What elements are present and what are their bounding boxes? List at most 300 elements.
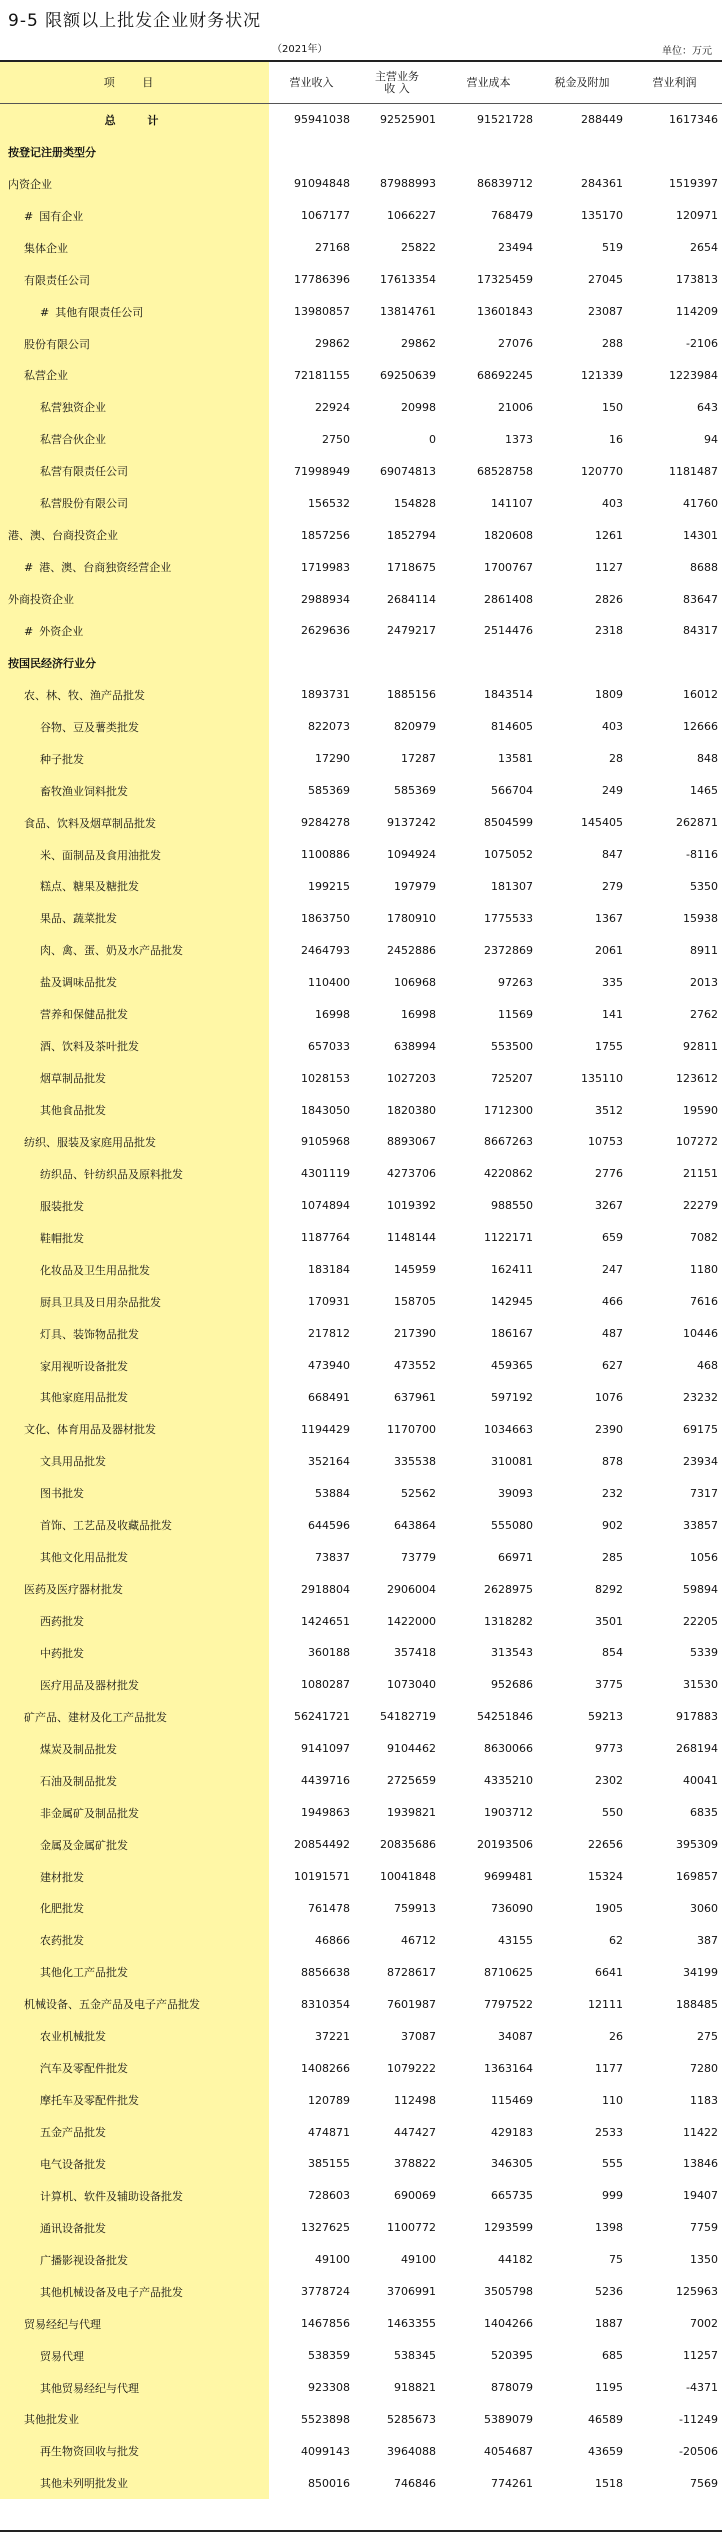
table-row xyxy=(0,1701,722,1733)
row-label-wrap xyxy=(97,112,173,128)
cell-revenue: 170931 xyxy=(308,1295,350,1309)
cell-profit: 188485 xyxy=(676,1997,718,2011)
cell-cost: 8667263 xyxy=(484,1135,533,1149)
cell-profit: 13846 xyxy=(683,2157,718,2171)
cell-revenue: 49100 xyxy=(315,2253,350,2267)
cell-tax: 141 xyxy=(602,1007,623,1021)
row-label: 煤炭及制品批发 xyxy=(40,1742,117,1756)
cell-main-revenue: 112498 xyxy=(394,2093,436,2107)
cell-profit: 1181487 xyxy=(669,464,718,478)
cell-revenue: 474871 xyxy=(308,2125,350,2139)
row-label-wrap xyxy=(0,1773,117,1789)
row-label-wrap xyxy=(0,527,118,543)
table-row xyxy=(0,1158,722,1190)
row-label: 其他家庭用品批发 xyxy=(40,1391,128,1405)
cell-main-revenue: 1422000 xyxy=(387,1614,436,1628)
cell-profit: 7616 xyxy=(690,1295,718,1309)
cell-profit: 22205 xyxy=(683,1614,718,1628)
cell-revenue: 2988934 xyxy=(301,592,350,606)
row-label-wrap xyxy=(0,591,74,607)
row-label: 港、澳、台商独资经营企业 xyxy=(39,561,172,575)
row-label: 再生物资回收与批发 xyxy=(40,2445,139,2459)
cell-revenue: 13980857 xyxy=(294,305,350,319)
cell-revenue: 923308 xyxy=(308,2381,350,2395)
cell-profit: 34199 xyxy=(683,1965,718,1979)
row-label-cell xyxy=(0,1733,269,1765)
row-label-wrap xyxy=(0,2475,128,2491)
cell-revenue: 2464793 xyxy=(301,943,350,957)
cell-cost: 952686 xyxy=(491,1678,533,1692)
cell-profit: 7317 xyxy=(690,1486,718,1500)
cell-tax: 247 xyxy=(602,1263,623,1277)
row-label-wrap xyxy=(0,559,171,575)
table-row xyxy=(0,1956,722,1988)
cell-cost: 310081 xyxy=(491,1454,533,1468)
cell-profit: 40041 xyxy=(683,1774,718,1788)
cell-tax: 26 xyxy=(609,2029,623,2043)
table-row xyxy=(0,679,722,711)
row-label-wrap xyxy=(0,208,83,224)
cell-main-revenue: 69074813 xyxy=(380,464,436,478)
cell-profit: 917883 xyxy=(676,1710,718,1724)
row-label: 通讯设备批发 xyxy=(40,2221,106,2235)
cell-main-revenue: 2452886 xyxy=(387,943,436,957)
row-label-wrap xyxy=(0,399,106,415)
cell-tax: 1887 xyxy=(595,2317,623,2331)
table-row xyxy=(0,1637,722,1669)
cell-profit: 7759 xyxy=(690,2221,718,2235)
cell-cost: 1373 xyxy=(505,432,533,446)
cell-main-revenue: 10041848 xyxy=(380,1870,436,1884)
row-label-cell xyxy=(0,1190,269,1222)
cell-main-revenue: 92525901 xyxy=(380,113,436,127)
cell-tax: 1261 xyxy=(595,528,623,542)
cell-revenue: 1467856 xyxy=(301,2317,350,2331)
cell-tax: 288449 xyxy=(581,113,623,127)
cell-tax: 75 xyxy=(609,2253,623,2267)
row-label: 外商投资企业 xyxy=(8,593,74,607)
cell-tax: 120770 xyxy=(581,464,623,478)
row-label-wrap xyxy=(0,1613,84,1629)
row-label-wrap xyxy=(0,751,84,767)
row-label: 图书批发 xyxy=(40,1487,84,1501)
row-label-wrap xyxy=(0,1645,84,1661)
row-label: 计算机、软件及辅助设备批发 xyxy=(40,2189,183,2203)
row-label-wrap xyxy=(0,1389,128,1405)
cell-profit: -2106 xyxy=(686,337,718,351)
table-row xyxy=(0,104,722,136)
table-year: （2021年） xyxy=(272,44,328,55)
row-label-wrap xyxy=(0,719,139,735)
cell-main-revenue: 197979 xyxy=(394,879,436,893)
cell-revenue: 1857256 xyxy=(301,528,350,542)
cell-revenue: 110400 xyxy=(308,975,350,989)
cell-cost: 186167 xyxy=(491,1327,533,1341)
cell-main-revenue: 106968 xyxy=(394,975,436,989)
cell-profit: 41760 xyxy=(683,496,718,510)
cell-revenue: 53884 xyxy=(315,1486,350,1500)
cell-main-revenue: 1027203 xyxy=(387,1071,436,1085)
cell-cost: 555080 xyxy=(491,1518,533,1532)
row-label: 厨具卫具及日用杂品批发 xyxy=(40,1295,161,1309)
row-label-cell xyxy=(0,583,269,615)
cell-main-revenue: 54182719 xyxy=(380,1710,436,1724)
cell-revenue: 2918804 xyxy=(301,1582,350,1596)
cell-cost: 181307 xyxy=(491,879,533,893)
table-row xyxy=(0,2212,722,2244)
row-label-cell xyxy=(0,360,269,392)
table-row xyxy=(0,998,722,1030)
cell-main-revenue: 335538 xyxy=(394,1454,436,1468)
row-label-cell xyxy=(0,2180,269,2212)
cell-revenue: 71998949 xyxy=(294,464,350,478)
cell-cost: 142945 xyxy=(491,1295,533,1309)
row-label-cell xyxy=(0,2212,269,2244)
cell-cost: 68692245 xyxy=(477,368,533,382)
cell-tax xyxy=(537,647,627,679)
row-label-wrap xyxy=(0,431,106,447)
hash-mark: # xyxy=(24,209,34,223)
table-row xyxy=(0,391,722,423)
hash-mark: # xyxy=(40,305,50,319)
table-row xyxy=(0,647,722,679)
cell-profit: 2654 xyxy=(690,241,718,255)
row-label-wrap xyxy=(0,1006,128,1022)
row-label-cell xyxy=(0,998,269,1030)
cell-cost: 553500 xyxy=(491,1039,533,1053)
row-label: 文化、体育用品及器材批发 xyxy=(24,1423,156,1437)
cell-main-revenue: 473552 xyxy=(394,1359,436,1373)
cell-profit: 19407 xyxy=(683,2189,718,2203)
table-row xyxy=(0,1765,722,1797)
cell-cost: 988550 xyxy=(491,1199,533,1213)
table-row xyxy=(0,2467,722,2499)
cell-revenue: 850016 xyxy=(308,2476,350,2490)
cell-revenue: 95941038 xyxy=(294,113,350,127)
cell-revenue: 1949863 xyxy=(301,1806,350,1820)
row-label: 其他有限责任公司 xyxy=(55,305,144,319)
cell-profit: 94 xyxy=(704,432,718,446)
cell-revenue: 538359 xyxy=(308,2349,350,2363)
table-row xyxy=(0,743,722,775)
row-label: 私营独资企业 xyxy=(40,401,106,415)
cell-cost: 1700767 xyxy=(484,560,533,574)
cell-profit: 1519397 xyxy=(669,177,718,191)
table-row xyxy=(0,1413,722,1445)
cell-profit: 11422 xyxy=(683,2125,718,2139)
cell-revenue: 4301119 xyxy=(301,1167,350,1181)
table-row xyxy=(0,1669,722,1701)
unit-label: 单位：万元 xyxy=(662,46,712,57)
row-label-cell xyxy=(0,615,269,647)
cell-profit: -8116 xyxy=(686,848,718,862)
cell-profit: 2013 xyxy=(690,975,718,989)
row-label-cell xyxy=(0,1477,269,1509)
cell-tax: 135170 xyxy=(581,209,623,223)
cell-main-revenue: 643864 xyxy=(394,1518,436,1532)
cell-revenue: 9105968 xyxy=(301,1135,350,1149)
cell-cost: 97263 xyxy=(498,975,533,989)
row-label: 纺织品、针纺织品及原料批发 xyxy=(40,1167,183,1181)
cell-cost: 66971 xyxy=(498,1550,533,1564)
row-label-cell xyxy=(0,1062,269,1094)
cell-tax: 1195 xyxy=(595,2381,623,2395)
cell-profit: 23934 xyxy=(683,1454,718,1468)
row-label-cell xyxy=(0,966,269,998)
cell-tax: 284361 xyxy=(581,177,623,191)
cell-profit: 169857 xyxy=(676,1870,718,1884)
row-label-cell xyxy=(0,934,269,966)
cell-tax: 999 xyxy=(602,2189,623,2203)
cell-cost: 7797522 xyxy=(484,1997,533,2011)
table-row xyxy=(0,807,722,839)
table-row xyxy=(0,871,722,903)
cell-cost: 27076 xyxy=(498,337,533,351)
cell-profit: 2762 xyxy=(690,1007,718,1021)
cell-tax: 2826 xyxy=(595,592,623,606)
row-label-cell xyxy=(0,1318,269,1350)
row-label-cell xyxy=(0,2052,269,2084)
cell-main-revenue: 145959 xyxy=(394,1263,436,1277)
row-label-cell xyxy=(0,423,269,455)
row-label-cell xyxy=(0,679,269,711)
row-label-wrap xyxy=(0,2380,139,2396)
row-label-wrap xyxy=(0,1932,84,1948)
row-label-cell xyxy=(0,264,269,296)
row-label: 其他化工产品批发 xyxy=(40,1966,128,1980)
row-label-cell xyxy=(0,1222,269,1254)
table-row xyxy=(0,1893,722,1925)
cell-tax: 3512 xyxy=(595,1103,623,1117)
cell-tax: 249 xyxy=(602,784,623,798)
table-row xyxy=(0,1222,722,1254)
cell-profit: -11249 xyxy=(679,2412,718,2426)
cell-profit: 1223984 xyxy=(669,368,718,382)
cell-revenue: 1074894 xyxy=(301,1199,350,1213)
table-row xyxy=(0,1861,722,1893)
cell-cost: 34087 xyxy=(498,2029,533,2043)
cell-profit: 468 xyxy=(697,1359,718,1373)
cell-profit: 6835 xyxy=(690,1806,718,1820)
row-label-wrap xyxy=(0,815,156,831)
row-label-wrap xyxy=(0,2124,106,2140)
row-label: 其他贸易经纪与代理 xyxy=(40,2381,139,2395)
cell-revenue: 5523898 xyxy=(301,2412,350,2426)
row-label: 港、澳、台商投资企业 xyxy=(8,529,118,543)
cell-profit: 275 xyxy=(697,2029,718,2043)
row-label: 糕点、糖果及糖批发 xyxy=(40,880,139,894)
row-label: 盐及调味品批发 xyxy=(40,976,117,990)
cell-tax: 403 xyxy=(602,720,623,734)
cell-tax: 1076 xyxy=(595,1390,623,1404)
row-label: 其他文化用品批发 xyxy=(40,1551,128,1565)
header-cost: 营业成本 xyxy=(466,75,511,89)
cell-profit: 14301 xyxy=(683,528,718,542)
cell-revenue: 657033 xyxy=(308,1039,350,1053)
row-label: 营养和保健品批发 xyxy=(40,1008,128,1022)
table-row xyxy=(0,1605,722,1637)
cell-revenue: 822073 xyxy=(308,720,350,734)
table-row xyxy=(0,934,722,966)
row-label-cell xyxy=(0,2084,269,2116)
cell-cost: 20193506 xyxy=(477,1838,533,1852)
row-label: 国有企业 xyxy=(39,209,84,223)
cell-tax: 2061 xyxy=(595,943,623,957)
row-label: 非金属矿及制品批发 xyxy=(40,1806,139,1820)
row-label-cell xyxy=(0,1893,269,1925)
row-label-cell xyxy=(0,1829,269,1861)
row-label-wrap xyxy=(0,2028,106,2044)
header-revenue: 营业收入 xyxy=(289,75,334,89)
row-label: 化肥批发 xyxy=(40,1902,84,1916)
cell-cost: 39093 xyxy=(498,1486,533,1500)
row-label-cell xyxy=(0,296,269,328)
cell-tax: 22656 xyxy=(588,1838,623,1852)
table-row xyxy=(0,2116,722,2148)
cell-main-revenue: 1170700 xyxy=(387,1422,436,1436)
cell-tax: 1177 xyxy=(595,2061,623,2075)
cell-tax: 487 xyxy=(602,1327,623,1341)
row-label-wrap xyxy=(0,1038,139,1054)
row-label: 家用视听设备批发 xyxy=(40,1359,128,1373)
row-label-wrap xyxy=(0,2411,79,2427)
cell-revenue: 91094848 xyxy=(294,177,350,191)
row-label: 外资企业 xyxy=(39,624,84,638)
row-label-wrap xyxy=(0,687,145,703)
cell-profit: 268194 xyxy=(676,1742,718,1756)
row-label-cell xyxy=(0,1797,269,1829)
row-label-cell xyxy=(0,1254,269,1286)
row-label-wrap xyxy=(0,878,139,894)
cell-main-revenue: 1079222 xyxy=(387,2061,436,2075)
cell-cost: 768479 xyxy=(491,209,533,223)
row-label-cell xyxy=(0,455,269,487)
row-label: 米、面制品及食用油批发 xyxy=(40,848,161,862)
cell-main-revenue: 16998 xyxy=(401,1007,436,1021)
row-label-cell xyxy=(0,1701,269,1733)
table-row xyxy=(0,1190,722,1222)
cell-tax: 2318 xyxy=(595,624,623,638)
cell-tax: 1809 xyxy=(595,688,623,702)
row-label-cell xyxy=(0,2467,269,2499)
cell-revenue: 199215 xyxy=(308,879,350,893)
cell-cost: 13581 xyxy=(498,752,533,766)
cell-main-revenue: 538345 xyxy=(394,2349,436,2363)
row-label-wrap xyxy=(0,144,96,160)
row-label: 其他批发业 xyxy=(24,2413,79,2427)
cell-main-revenue: 87988993 xyxy=(380,177,436,191)
table-row xyxy=(0,136,722,168)
row-label-wrap xyxy=(0,2252,128,2268)
cell-tax: 2302 xyxy=(595,1774,623,1788)
cell-revenue xyxy=(269,136,354,168)
row-label-wrap xyxy=(0,2443,139,2459)
row-label-cell xyxy=(0,2372,269,2404)
cell-revenue: 385155 xyxy=(308,2157,350,2171)
cell-cost: 4220862 xyxy=(484,1167,533,1181)
row-label: 广播影视设备批发 xyxy=(40,2253,128,2267)
cell-profit: 15938 xyxy=(683,911,718,925)
cell-profit: 7082 xyxy=(690,1231,718,1245)
cell-profit xyxy=(627,136,722,168)
row-label-wrap xyxy=(0,367,68,383)
cell-profit: 8911 xyxy=(690,943,718,957)
cell-profit: 5339 xyxy=(690,1646,718,1660)
row-label: 畜牧渔业饲料批发 xyxy=(40,784,128,798)
row-label-cell xyxy=(0,1413,269,1445)
row-label: 总 计 xyxy=(104,113,173,127)
cell-revenue: 1067177 xyxy=(301,209,350,223)
row-label-cell xyxy=(0,1094,269,1126)
cell-main-revenue: 357418 xyxy=(394,1646,436,1660)
cell-cost: 4054687 xyxy=(484,2444,533,2458)
table-row xyxy=(0,1286,722,1318)
row-label-cell xyxy=(0,551,269,583)
cell-tax: 3267 xyxy=(595,1199,623,1213)
cell-revenue: 1100886 xyxy=(301,848,350,862)
cell-cost: 4335210 xyxy=(484,1774,533,1788)
row-label-wrap xyxy=(0,495,128,511)
cell-main-revenue: 69250639 xyxy=(380,368,436,382)
cell-tax: 232 xyxy=(602,1486,623,1500)
cell-revenue: 728603 xyxy=(308,2189,350,2203)
cell-main-revenue: 17613354 xyxy=(380,273,436,287)
cell-cost: 2514476 xyxy=(484,624,533,638)
cell-revenue: 1187764 xyxy=(301,1231,350,1245)
table-row xyxy=(0,551,722,583)
cell-tax: 659 xyxy=(602,1231,623,1245)
row-label: 种子批发 xyxy=(40,752,84,766)
cell-revenue: 17786396 xyxy=(294,273,350,287)
cell-main-revenue: 49100 xyxy=(401,2253,436,2267)
row-label-cell xyxy=(0,1445,269,1477)
cell-revenue: 9141097 xyxy=(301,1742,350,1756)
table-row xyxy=(0,2404,722,2436)
cell-profit: 10446 xyxy=(683,1327,718,1341)
cell-revenue: 1408266 xyxy=(301,2061,350,2075)
cell-profit: 23232 xyxy=(683,1390,718,1404)
header-main-revenue: 主营业务 收 入 xyxy=(375,69,419,95)
cell-cost: 8504599 xyxy=(484,816,533,830)
cell-profit: 92811 xyxy=(683,1039,718,1053)
cell-revenue: 1719983 xyxy=(301,560,350,574)
table-row xyxy=(0,2084,722,2116)
row-label: 建材批发 xyxy=(40,1870,84,1884)
row-label-cell xyxy=(0,168,269,200)
cell-revenue: 46866 xyxy=(315,1933,350,1947)
table-row xyxy=(0,2308,722,2340)
cell-tax: 23087 xyxy=(588,305,623,319)
row-label: 五金产品批发 xyxy=(40,2126,106,2140)
row-label: 电气设备批发 xyxy=(40,2157,106,2171)
cell-revenue: 473940 xyxy=(308,1359,350,1373)
cell-revenue: 120789 xyxy=(308,2093,350,2107)
cell-main-revenue: 2479217 xyxy=(387,624,436,638)
row-label-wrap xyxy=(0,1805,139,1821)
row-label: 股份有限公司 xyxy=(24,337,90,351)
table-row xyxy=(0,328,722,360)
cell-main-revenue: 52562 xyxy=(401,1486,436,1500)
row-label: 按国民经济行业分 xyxy=(8,656,96,670)
cell-profit: 21151 xyxy=(683,1167,718,1181)
cell-profit: 22279 xyxy=(683,1199,718,1213)
table-row xyxy=(0,232,722,264)
row-label: 有限责任公司 xyxy=(24,273,90,287)
cell-cost: 1843514 xyxy=(484,688,533,702)
cell-main-revenue: 637961 xyxy=(394,1390,436,1404)
row-label-wrap xyxy=(0,1964,128,1980)
row-label: 石油及制品批发 xyxy=(40,1774,117,1788)
